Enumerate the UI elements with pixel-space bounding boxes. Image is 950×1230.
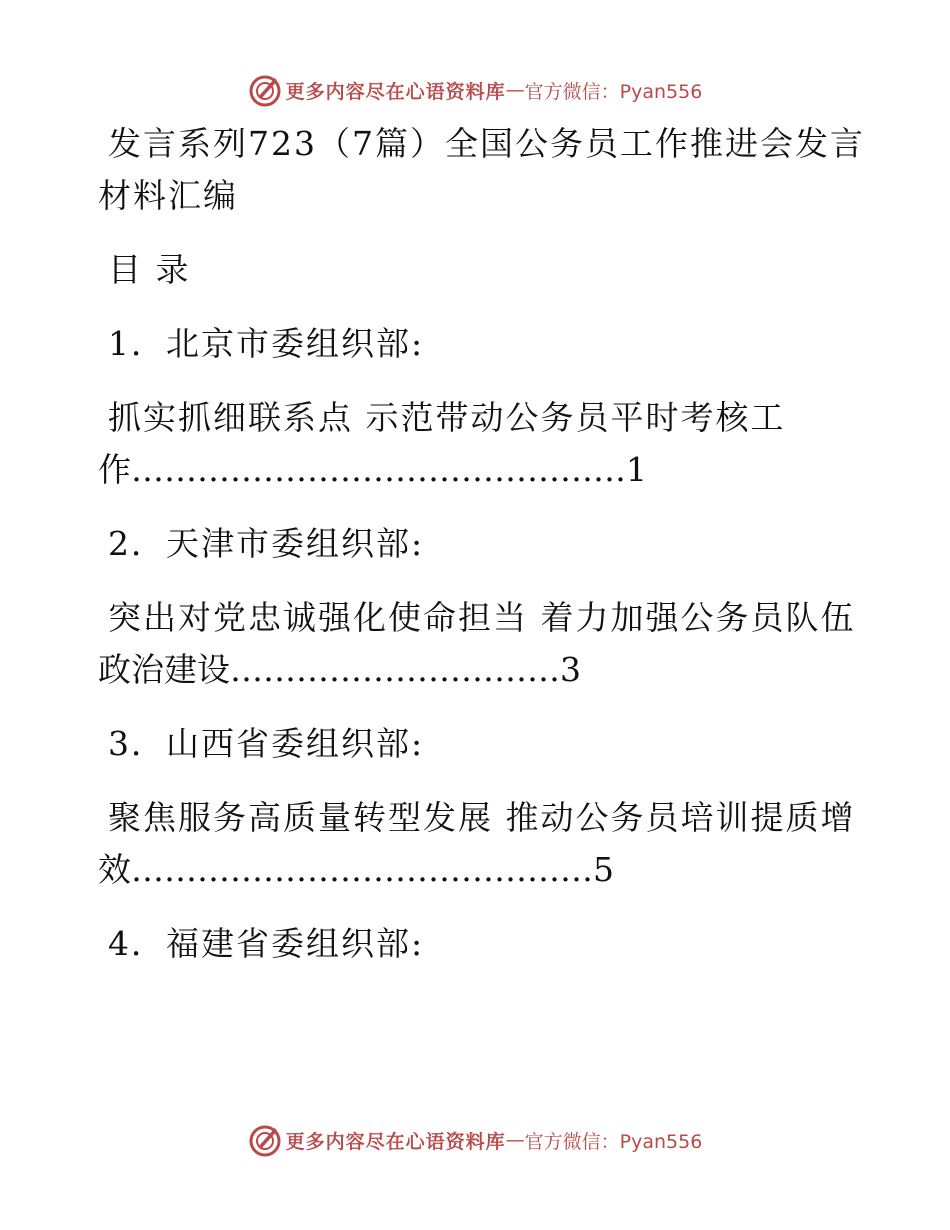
- watermark-separator: —: [505, 1129, 525, 1151]
- watermark-wechat: 官方微信：Pyan556: [524, 1130, 703, 1153]
- document-title-line-2: 材料汇编: [98, 176, 238, 215]
- toc-entry-heading: 4．福建省委组织部:: [108, 924, 425, 963]
- watermark-separator: —: [505, 79, 525, 101]
- watermark-banner-top: [0, 70, 950, 110]
- toc-entry-1: [98, 318, 858, 496]
- toc-entry-4: [98, 918, 858, 970]
- watermark-brand: 更多内容尽在心语资料库: [285, 80, 506, 103]
- toc-entry-title: 突出对党忠诚强化使命担当 着力加强公务员队伍: [108, 598, 856, 637]
- document-body: [98, 118, 865, 970]
- toc-entry-heading: 1．北京市委组织部:: [108, 324, 425, 363]
- quill-logo-icon: [248, 1123, 282, 1157]
- toc-entry-2: [98, 518, 858, 696]
- toc-entry-title-continued: 作………………………………………1: [98, 450, 647, 489]
- toc-entry-title-continued: 效……………………………………5: [98, 850, 614, 889]
- toc-entry-heading: 2．天津市委组织部:: [108, 524, 425, 563]
- toc-entry-3: [98, 718, 858, 896]
- toc-entry-heading: 3．山西省委组织部:: [108, 724, 425, 763]
- toc-entry-title: 聚焦服务高质量转型发展 推动公务员培训提质增: [108, 798, 856, 837]
- toc-entry-title-continued: 政治建设…………………………3: [98, 650, 581, 689]
- watermark-banner-bottom: [0, 1120, 950, 1160]
- watermark-brand: 更多内容尽在心语资料库: [285, 1130, 506, 1153]
- quill-logo-icon: [248, 73, 282, 107]
- watermark-wechat: 官方微信：Pyan556: [524, 80, 703, 103]
- toc-entry-title: 抓实抓细联系点 示范带动公务员平时考核工: [108, 398, 786, 437]
- document-title-line-1: 发言系列723（7篇）全国公务员工作推进会发言: [108, 124, 865, 163]
- toc-heading: 目 录: [108, 250, 191, 289]
